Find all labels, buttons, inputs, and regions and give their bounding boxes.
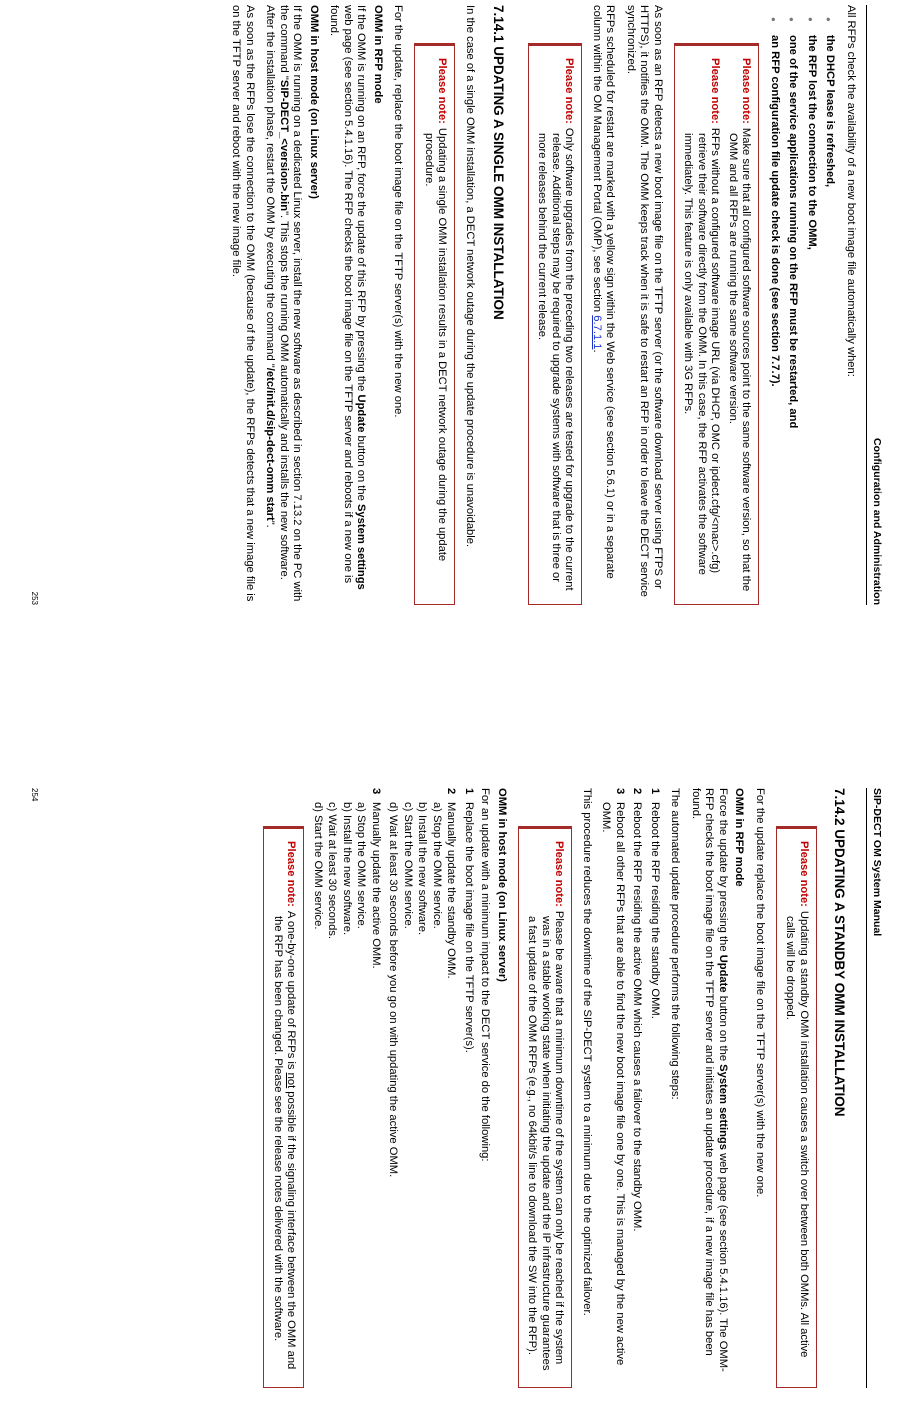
note-label: Please note:	[563, 58, 576, 124]
paragraph: RFPs scheduled for restart are marked with a yellow sign within the Web service (see section 5.6.1) or in a separate column within the OM Management Portal (OMP), see section 6.7.1.1.	[591, 5, 617, 579]
list-item: 2 Manually update the standby OMM. a) Stop the OMM service. b) Install the new software. c) Start the OMM service. d) Wait at least 30 seconds before you go on with updating the active OMM.	[386, 802, 458, 1388]
page-body	[222, 5, 857, 605]
bullet-list	[768, 5, 837, 605]
sub-step: d) Wait at least 30 seconds before you go on with updating the active OMM.	[387, 802, 400, 1178]
note-box	[415, 43, 456, 605]
header-rule	[866, 788, 867, 1388]
list-item: 1 Reboot the RFP residing the standby OMM.	[649, 788, 661, 1019]
list-item: 3 Manually update the active OMM. a) Stop the OMM service. b) Install the new software. c) Wait at least 30 seconds. d) Start the OMM service.	[311, 802, 383, 1388]
note-text: Only software upgrades from the preceding two releases are tested for upgrade to the current release. Additional steps may be required to upgrade systems with software that is three or more releases behind the current release.	[536, 127, 576, 591]
page-253	[21, 5, 891, 605]
page-254	[21, 788, 891, 1388]
section-heading: 7.14.2 UPDATING A STANDBY OMM INSTALLATION	[832, 788, 847, 1117]
note-label: Please note:	[553, 841, 566, 907]
list-item: ● one of the service applications running on the RFP must be restarted, and	[786, 35, 800, 605]
note-box: Please note:A one-by-one update of RFPs is not possible if the signaling interface between the OMM and the RFP has been changed. Please see the release notes delivered with the software.	[264, 826, 305, 1388]
paragraph: For an update with a minimum impact to the DECT service do the following:	[479, 788, 492, 1162]
sub-step: c) Start the OMM service.	[402, 802, 414, 929]
subheading: OMM in host mode (on Linux server)	[496, 788, 508, 982]
note-text: Updating a standby OMM installation causes a switch over between both OMMs. All active calls will be dropped.	[784, 910, 810, 1358]
paragraph: For the update, replace the boot image file on the TFTP server(s) with the new one.	[392, 5, 405, 418]
note-box	[518, 826, 573, 1388]
sub-step: c) Wait at least 30 seconds.	[326, 802, 339, 940]
note-box	[528, 43, 583, 605]
note-label: Please note:	[285, 841, 298, 907]
page-header: SIP-DECT OM System Manual	[871, 788, 883, 937]
paragraph: This procedure reduces the downtime of the SIP-DECT system to a minimum due to the optimized failover.	[581, 788, 593, 1316]
note-label: Please note:	[740, 58, 753, 124]
section-heading: 7.14.1 UPDATING A SINGLE OMM INSTALLATION	[491, 5, 506, 320]
paragraph: As soon as an RFP detects a new boot image file on the TFTP server (or the software download server using FTPS or HTTPS), it notifies the OMM. The OMM keeps track when it is safe to restart an RFP in order to leave the DECT service synchronized.	[625, 5, 664, 597]
subheading: OMM in RFP mode	[372, 5, 384, 104]
step-list	[311, 788, 476, 1388]
sub-step: a) Stop the OMM service.	[431, 802, 443, 929]
section-link[interactable]: 6.7.1.1	[591, 315, 603, 350]
note-box	[674, 43, 760, 605]
sub-step: a) Stop the OMM service.	[355, 802, 368, 929]
sub-step: b) Install the new software.	[341, 802, 353, 936]
list-item: 3 Reboot all other RFPs that are able to find the new boot image file one by one. This is managed by the new active OMM.	[600, 788, 626, 1366]
list-item: ● an RFP configuration file update check is done (see section 7.7.7).	[768, 35, 782, 605]
note-box	[776, 826, 817, 1388]
paragraph: In the case of a single OMM installation, a DECT network outage during the update procedure is unavoidable.	[464, 5, 476, 548]
note-text: Make sure that all configured software sources point to the same software version, so that the OMM and all RFPs are running the same software version.	[727, 127, 753, 592]
paragraph: For the update replace the boot image file on the TFTP server(s) with the new one.	[754, 788, 766, 1198]
header-rule	[866, 5, 867, 605]
page-header: Configuration and Administration	[871, 437, 883, 605]
page-number: 254	[30, 788, 39, 802]
list-item: ● the DHCP lease is refreshed,	[823, 35, 837, 605]
subheading: OMM in RFP mode	[733, 788, 746, 887]
paragraph: As soon as the RFPs lose the connection to the OMM (because of the update), the RFPs detects that a new image file is on the TFTP server and reboot with the new image file.	[230, 5, 256, 602]
paragraph: Force the update by pressing the Update button on the System settings web page (see section 5.4.1.16). The OMM-RFP checks the boot image file on the TFTP server and initiates an update procedure, if a new image file has been found.	[690, 788, 729, 1372]
sub-step: b) Install the new software.	[416, 802, 429, 936]
note-text: RFPs without a configured software image URL (via DHCP, OMC or ipdect.cfg/<mac>.cfg) retrieve their software directly from the OMM. In this case, the RFP activates the software immediately. This feature is only available with 3G RFPs.	[682, 127, 722, 575]
note-label: Please note:	[798, 841, 810, 907]
list-item: ● the RFP lost the connection to the OMM,	[805, 35, 819, 605]
note-text: Please be aware that a minimum downtime of the system can only be reached if the system was in a stable working state when initiating the update and the IP infrastructure guarantees a fast update of the OMM RFPs (e.g., no 64kbit/s line to download the SW into the RFP).	[526, 910, 566, 1371]
subheading: OMM in host mode (on Linux server)	[308, 5, 320, 199]
list-item: 1 Replace the boot image file on the TFTP server(s).	[463, 788, 475, 1053]
paragraph: If the OMM is running on a dedicated Linux server, install the new software as described in section 7.13.2 on the PC with the command "SIP-DECT_<version>.bin". This stops the running OMM automatically and installs the new software. After the installation phase, restart the OMM by executing the command "/etc/init.d/sip-dect-omm start".	[264, 5, 304, 602]
intro-text: All RFPs check the availability of a new boot image file automatically when:	[845, 5, 857, 377]
note-label: Please note:	[709, 58, 722, 124]
note-label: Please note:	[436, 58, 449, 124]
step-list	[599, 788, 661, 1388]
paragraph: If the OMM is running on an RFP, force the update of this RFP by pressing the Update button on the System settings web page (see section 5.4.1.16). The RFP checks the boot image file on the TFTP server and reboots if a new one is found.	[328, 5, 368, 590]
note-text: Updating a single OMM installation results in a DECT network outage during the update procedure.	[423, 127, 449, 562]
sub-step: d) Start the OMM service.	[312, 802, 324, 930]
page-number: 253	[30, 591, 39, 605]
page-body	[254, 788, 858, 1388]
paragraph: The automated update procedure performs the following steps:	[669, 788, 682, 1100]
list-item: 2 Reboot the RFP residing the active OMM which causes a failover to the standby OMM.	[631, 788, 644, 1232]
